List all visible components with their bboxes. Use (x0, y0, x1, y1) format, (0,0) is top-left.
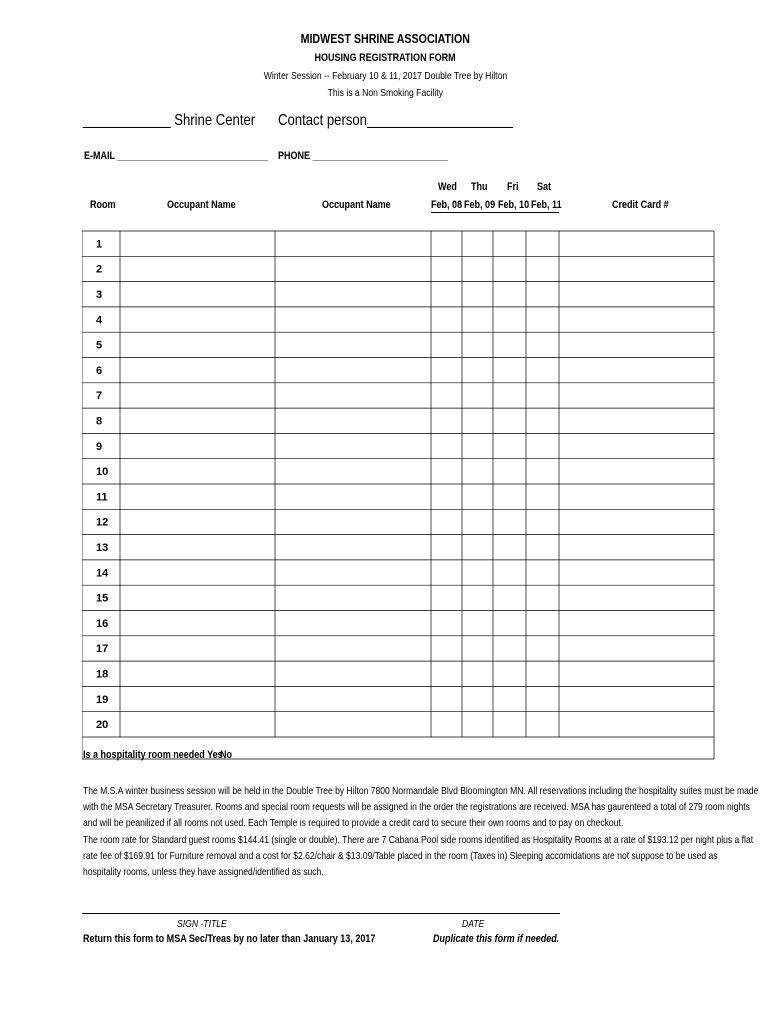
session-line (0, 70, 770, 82)
day-wed-text: Wed (438, 181, 457, 193)
email-field[interactable] (84, 150, 308, 162)
room-number: 11 (96, 491, 108, 504)
phone-label: PHONE ___________________________ (278, 150, 449, 162)
date-feb08-text: Feb, 08 (431, 199, 463, 211)
header-occupant-2-text: Occupant Name (322, 199, 391, 211)
signature-line[interactable] (82, 913, 560, 914)
form-subtitle-text: HOUSING REGISTRATION FORM (314, 52, 456, 64)
paragraph-1-line-1: The M.S.A winter business session will be held in the Double Tree by Hilton 7800 Normandale Blvd Bloomington MN. All reservations including the hospitality suites must be made (83, 785, 759, 797)
header-occupant-1 (167, 199, 251, 211)
return-note-text: Return this form to MSA Sec/Treas by no later than January 13, 2017 (83, 933, 376, 945)
room-number: 8 (96, 415, 103, 428)
duplicate-note-text: Duplicate this form if needed. (433, 933, 560, 945)
shrine-center-label: ____________ Shrine Center (83, 112, 256, 129)
room-number: 19 (96, 693, 109, 706)
header-date-feb11 (531, 199, 568, 211)
header-credit-card (612, 199, 681, 211)
form-title (0, 31, 770, 46)
facility-line-text: This is a Non Smoking Facility (327, 87, 443, 99)
header-room-text: Room (90, 199, 116, 211)
room-number: 5 (96, 339, 103, 352)
paragraph-2-line-3: hospitality rooms, unless they have assigned/identified as such. (83, 866, 324, 878)
room-number: 2 (96, 263, 103, 276)
room-number: 13 (96, 542, 109, 555)
room-number: 17 (96, 643, 109, 656)
contact-person-field[interactable] (278, 112, 564, 130)
date-label-text: DATE (462, 918, 485, 930)
header-room (90, 199, 121, 211)
header-occupant-1-text: Occupant Name (167, 199, 236, 211)
header-credit-card-text: Credit Card # (612, 199, 669, 211)
room-number: 16 (96, 617, 109, 630)
room-number: 9 (96, 440, 103, 453)
paragraph-2-line-1: The room rate for Standard guest rooms $144.41 (single or double). There are 7 Cabana Pool side rooms identified as Hospitality Rooms at a rate of $193.12 per night plus a flat (83, 834, 754, 846)
session-line-text: Winter Session -- February 10 & 11, 2017 Double Tree by Hilton (263, 70, 507, 82)
form-title-text: MIDWEST SHRINE ASSOCIATION (300, 31, 470, 46)
return-note (83, 933, 440, 945)
header-day-fri (507, 181, 521, 193)
hospitality-no[interactable] (220, 749, 235, 761)
date-feb10-text: Feb, 10 (498, 199, 530, 211)
header-day-sat (537, 181, 554, 193)
hospitality-no-text: No (220, 749, 233, 761)
date-feb11-text: Feb, 11 (531, 199, 562, 211)
hospitality-question-text: Is a hospitality room needed Yes (83, 749, 223, 761)
room-number: 3 (96, 289, 103, 302)
room-number: 6 (96, 364, 103, 377)
room-number: 15 (96, 592, 109, 605)
room-number: 14 (96, 567, 109, 580)
date-label (462, 918, 489, 930)
header-day-thu (471, 181, 491, 193)
header-date-feb09 (464, 199, 502, 211)
room-number: 18 (96, 668, 109, 681)
shrine-center-field[interactable] (83, 112, 293, 130)
email-label: E-MAIL ______________________________ (84, 150, 268, 162)
header-day-wed (438, 181, 461, 193)
registration-grid[interactable] (82, 230, 716, 765)
day-thu-text: Thu (471, 181, 488, 193)
sign-title-text: SIGN -TITLE (177, 918, 227, 930)
contact-person-label: Contact person____________________ (278, 112, 513, 129)
date-underline (431, 212, 559, 213)
paragraph-2-line-2: rate fee of $169.91 for Furniture removal and a cost for $2.62/chair & $13.09/Table placed in the room (Taxes in) Sleeping accomidations are not suppose to be used as (83, 850, 718, 862)
day-sat-text: Sat (537, 181, 552, 193)
paragraph-1-line-3: and will be peanilized if all rooms not used. Each Temple is required to provide a credit card to secure their own rooms and to pay on checkout. (83, 817, 624, 829)
form-subtitle (0, 52, 770, 64)
day-fri-text: Fri (507, 181, 519, 193)
room-number: 10 (96, 466, 109, 479)
room-number: 4 (96, 314, 103, 327)
duplicate-note (433, 933, 587, 945)
room-number: 7 (96, 390, 103, 403)
sign-title-label (177, 918, 238, 930)
date-feb09-text: Feb, 09 (464, 199, 496, 211)
paragraph-1-line-2: with the MSA Secretary Treasurer. Rooms and special room requests will be assigned in the order the registrations are received. MSA has gaurenteed a total of 279 room nights (83, 801, 750, 813)
room-number: 12 (96, 516, 109, 529)
room-number: 1 (96, 238, 103, 251)
facility-line (0, 87, 770, 99)
header-occupant-2 (322, 199, 406, 211)
room-number: 20 (96, 719, 109, 732)
phone-field[interactable] (278, 150, 485, 162)
